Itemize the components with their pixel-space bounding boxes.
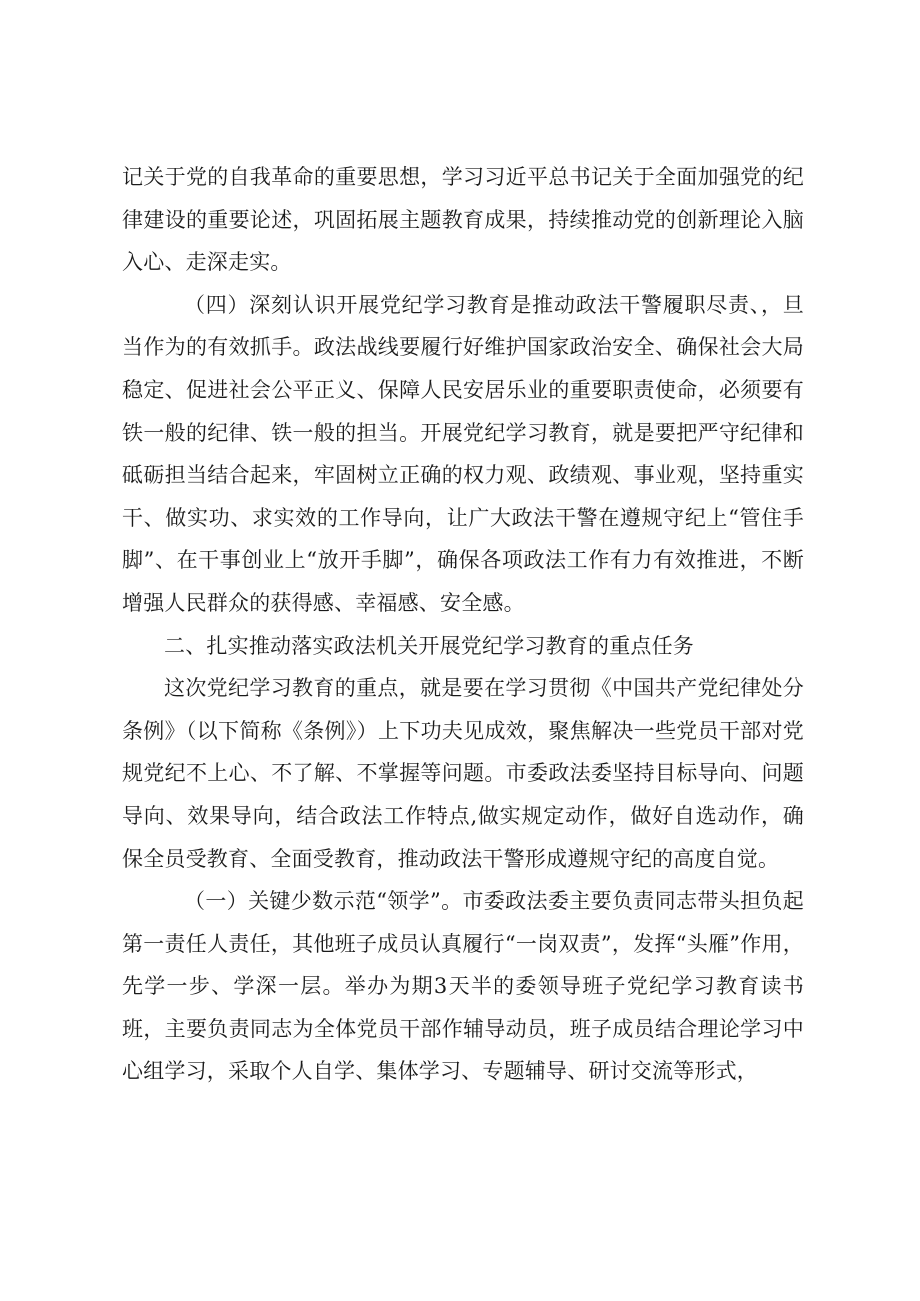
paragraph-subsection-one: （一）关键少数示范“领学”。市委政法委主要负责同志带头担负起第一责任人责任，其他班子成员认真履行“一岗双责”，发挥“头雁”作用，先学一步、学深一层。举办为期3天半的委领导班子党纪学习教育读书班，主要负责同志为全体党员干部作辅导动员，班子成员结合理论学习中心组学习，采取个人自学、集体学习、专题辅导、研讨交流等形式， [122,889,804,1084]
document-body [122,156,804,1093]
paragraph-section-four: （四）深刻认识开展党纪学习教育是推动政法干警履职尽责、，旦当作为的有效抓手。政法战线要履行好维护国家政治安全、确保社会大局稳定、促进社会公平正义、保障人民安居乐业的重要职责使命，必须要有铁一般的纪律、铁一般的担当。开展党纪学习教育，就是要把严守纪律和砥砺担当结合起来，牢固树立正确的权力观、政绩观、事业观，坚持重实干、做实功、求实效的工作导向，让广大政法干警在遵规守纪上“管住手脚”、在干事创业上“放开手脚”，确保各项政法工作有力有效推进，不断增强人民群众的获得感、幸福感、安全感。 [122,292,804,615]
heading-section-two: 二、扎实推动落实政法机关开展党纪学习教育的重点任务 [164,633,694,658]
paragraph-key-points: 这次党纪学习教育的重点，就是要在学习贯彻《中国共产党纪律处分条例》（以下简称《条例》）上下功夫见成效，聚焦解决一些党员干部对党规党纪不上心、不了解、不掌握等问题。市委政法委坚持目标导向、问题导向、效果导向，结合政法工作特点,做实规定动作，做好自选动作，确保全员受教育、全面受教育，推动政法干警形成遵规守纪的高度自觉。 [122,676,804,871]
paragraph-continuation: 记关于党的自我革命的重要思想，学习习近平总书记关于全面加强党的纪律建设的重要论述，巩固拓展主题教育成果，持续推动党的创新理论入脑入心、走深走实。 [122,165,804,275]
